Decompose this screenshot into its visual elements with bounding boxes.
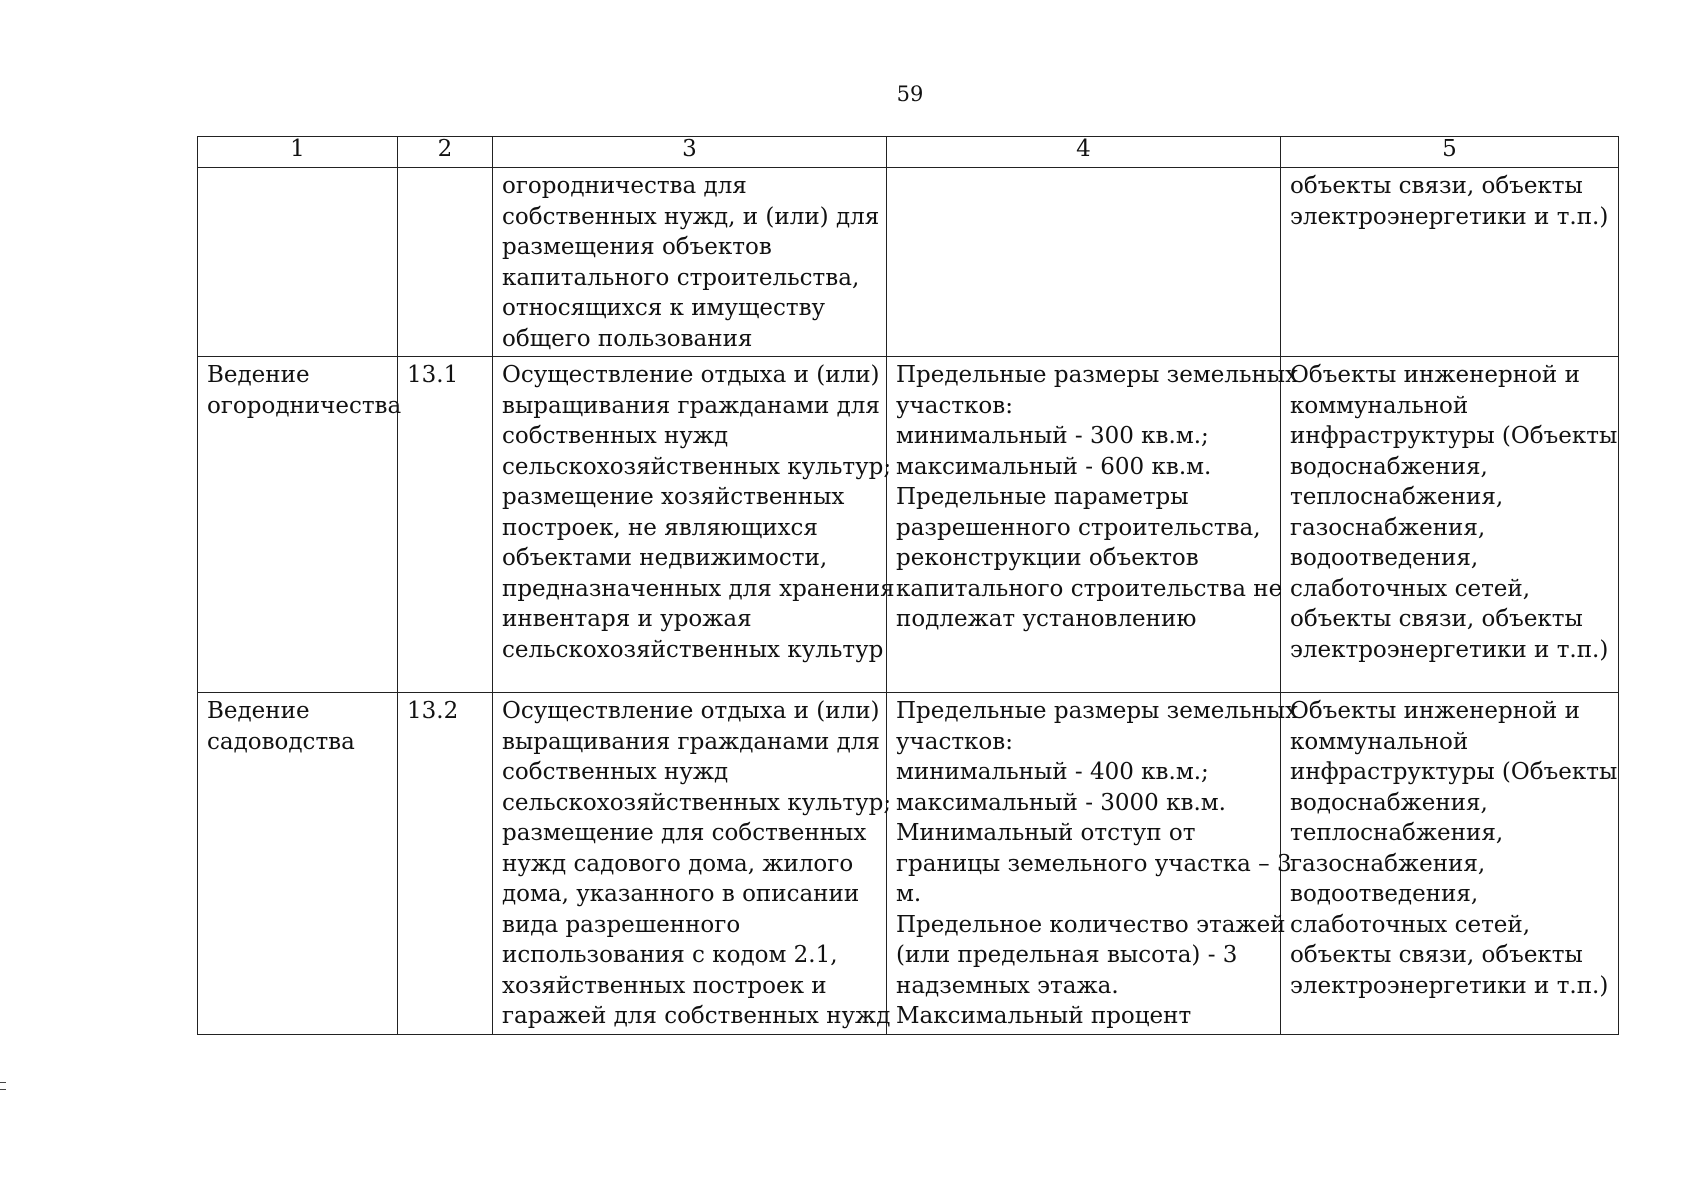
cell-text-line: водоснабжения, [1290, 453, 1488, 480]
column-header-5: 5 [1281, 137, 1619, 168]
cell-text-line: границы земельного участка – 3 [896, 850, 1292, 877]
page-number: 59 [896, 82, 924, 106]
cell-text-line: Объекты инженерной и [1290, 362, 1580, 388]
table-row [198, 693, 1619, 1035]
cell-text-line: сельскохозяйственных культур; [502, 789, 892, 816]
cell-text-line: построек, не являющихся [502, 514, 818, 541]
cell-text-line: слаботочных сетей, [1290, 911, 1531, 938]
cell-text-line: разрешенного строительства, [896, 514, 1261, 541]
cell-text-line: капитального строительства не [896, 575, 1283, 602]
cell-text-line: огородничества [207, 392, 402, 419]
table-row [198, 357, 1619, 693]
cell-text-line: выращивания гражданами для [502, 392, 880, 419]
cell-text-line: инфраструктуры (Объекты [1290, 759, 1618, 785]
cell-text-line: Предельные размеры земельных [896, 362, 1299, 388]
cell-text: 13.1 [407, 362, 459, 388]
cell-text: 13.2 [407, 698, 459, 724]
cell-text-line: Ведение [207, 362, 310, 388]
land-use-table [197, 136, 1619, 1035]
cell-text-line: надземных этажа. [896, 972, 1119, 999]
cell-text-line: минимальный - 300 кв.м.; [896, 423, 1209, 449]
cell-text-line: Предельные параметры [896, 484, 1189, 510]
cell-text-line: электроэнергетики и т.п.) [1290, 636, 1609, 663]
cell-text-line: объекты связи, объекты [1290, 942, 1583, 968]
use-name-cell [198, 168, 398, 357]
cell-text-line: собственных нужд [502, 759, 729, 785]
cell-text-line: огородничества для [502, 173, 747, 199]
cell-text-line: относящихся к имуществу [502, 295, 826, 321]
cell-text-line: электроэнергетики и т.п.) [1290, 972, 1609, 999]
cell-text-line: водоотведения, [1290, 545, 1479, 571]
cell-text-line: Осуществление отдыха и (или) [502, 698, 880, 724]
cell-text-line: газоснабжения, [1290, 514, 1486, 541]
cell-text-line: Предельные размеры земельных [896, 698, 1299, 724]
cell-text-line: выращивания гражданами для [502, 728, 880, 755]
cell-text-line: инфраструктуры (Объекты [1290, 423, 1618, 449]
cell-text-line: вида разрешенного [502, 911, 741, 938]
table-row [198, 168, 1619, 357]
cell-text-line: Предельное количество этажей [896, 911, 1286, 938]
cell-text-line: объекты связи, объекты [1290, 173, 1583, 199]
cell-text-line: м. [896, 881, 922, 907]
cell-text-line: газоснабжения, [1290, 850, 1486, 877]
use-code-cell [398, 357, 493, 693]
table-header-row [198, 137, 1619, 168]
column-header-1: 1 [198, 137, 398, 168]
parameters-cell [887, 693, 1299, 1035]
cell-text-line: собственных нужд, и (или) для [502, 203, 880, 230]
parameters-cell [887, 357, 1299, 693]
cell-text-line: теплоснабжения, [1290, 820, 1504, 846]
cell-text-line: объекты связи, объекты [1290, 606, 1583, 632]
cell-text-line: размещения объектов [502, 234, 772, 260]
cell-text-line: Максимальный процент [896, 1003, 1192, 1029]
cell-text-line: капитального строительства, [502, 264, 860, 291]
cell-text-line: объектами недвижимости, [502, 545, 828, 571]
use-code-cell [398, 693, 493, 1035]
cell-text-line: размещение хозяйственных [502, 484, 845, 510]
cell-text-line: подлежат установлению [896, 606, 1197, 632]
cell-text-line: предназначенных для хранения [502, 575, 895, 602]
cell-text-line: минимальный - 400 кв.м.; [896, 759, 1209, 785]
column-header-3: 3 [493, 137, 887, 168]
cell-text-line: теплоснабжения, [1290, 484, 1504, 510]
infrastructure-cell [1281, 693, 1619, 1035]
use-description-cell [493, 693, 892, 1035]
cell-text-line: максимальный - 3000 кв.м. [896, 789, 1226, 816]
cell-text-line: участков: [896, 392, 1013, 419]
parameters-cell [887, 168, 1281, 357]
infrastructure-cell [1281, 168, 1619, 357]
cell-text-line: водоотведения, [1290, 881, 1479, 907]
cell-text-line: сельскохозяйственных культур [502, 636, 884, 663]
cell-text-line: (или предельная высота) - 3 [896, 942, 1238, 968]
cell-text-line: инвентаря и урожая [502, 606, 752, 632]
cell-text-line: использования с кодом 2.1, [502, 942, 838, 968]
use-name-cell [198, 693, 398, 1035]
cell-text-line: собственных нужд [502, 423, 729, 449]
column-header-2: 2 [398, 137, 493, 168]
cell-text-line: Минимальный отступ от [896, 820, 1196, 846]
column-header-4: 4 [887, 137, 1281, 168]
cell-text-line: дома, указанного в описании [502, 881, 860, 907]
cell-text-line: Объекты инженерной и [1290, 698, 1580, 724]
cell-text-line: электроэнергетики и т.п.) [1290, 203, 1609, 230]
cell-text-line: общего пользования [502, 325, 753, 352]
cell-text-line: размещение для собственных [502, 820, 867, 846]
cell-text-line: сельскохозяйственных культур; [502, 453, 892, 480]
use-code-cell [398, 168, 493, 357]
cell-text-line: максимальный - 600 кв.м. [896, 453, 1212, 480]
cell-text-line: Ведение [207, 698, 310, 724]
scan-mark [0, 1082, 6, 1090]
cell-text-line: коммунальной [1290, 392, 1469, 419]
cell-text-line: слаботочных сетей, [1290, 575, 1531, 602]
cell-text-line: реконструкции объектов [896, 545, 1199, 571]
cell-text-line: садоводства [207, 728, 355, 755]
cell-text-line: коммунальной [1290, 728, 1469, 755]
cell-text-line: нужд садового дома, жилого [502, 850, 854, 877]
cell-text-line: участков: [896, 728, 1013, 755]
cell-text-line: водоснабжения, [1290, 789, 1488, 816]
cell-text-line: хозяйственных построек и [502, 972, 827, 999]
use-name-cell [198, 357, 402, 693]
cell-text-line: гаражей для собственных нужд [502, 1003, 891, 1029]
infrastructure-cell [1281, 357, 1619, 693]
use-description-cell [493, 168, 887, 357]
cell-text-line: Осуществление отдыха и (или) [502, 362, 880, 388]
use-description-cell [493, 357, 895, 693]
